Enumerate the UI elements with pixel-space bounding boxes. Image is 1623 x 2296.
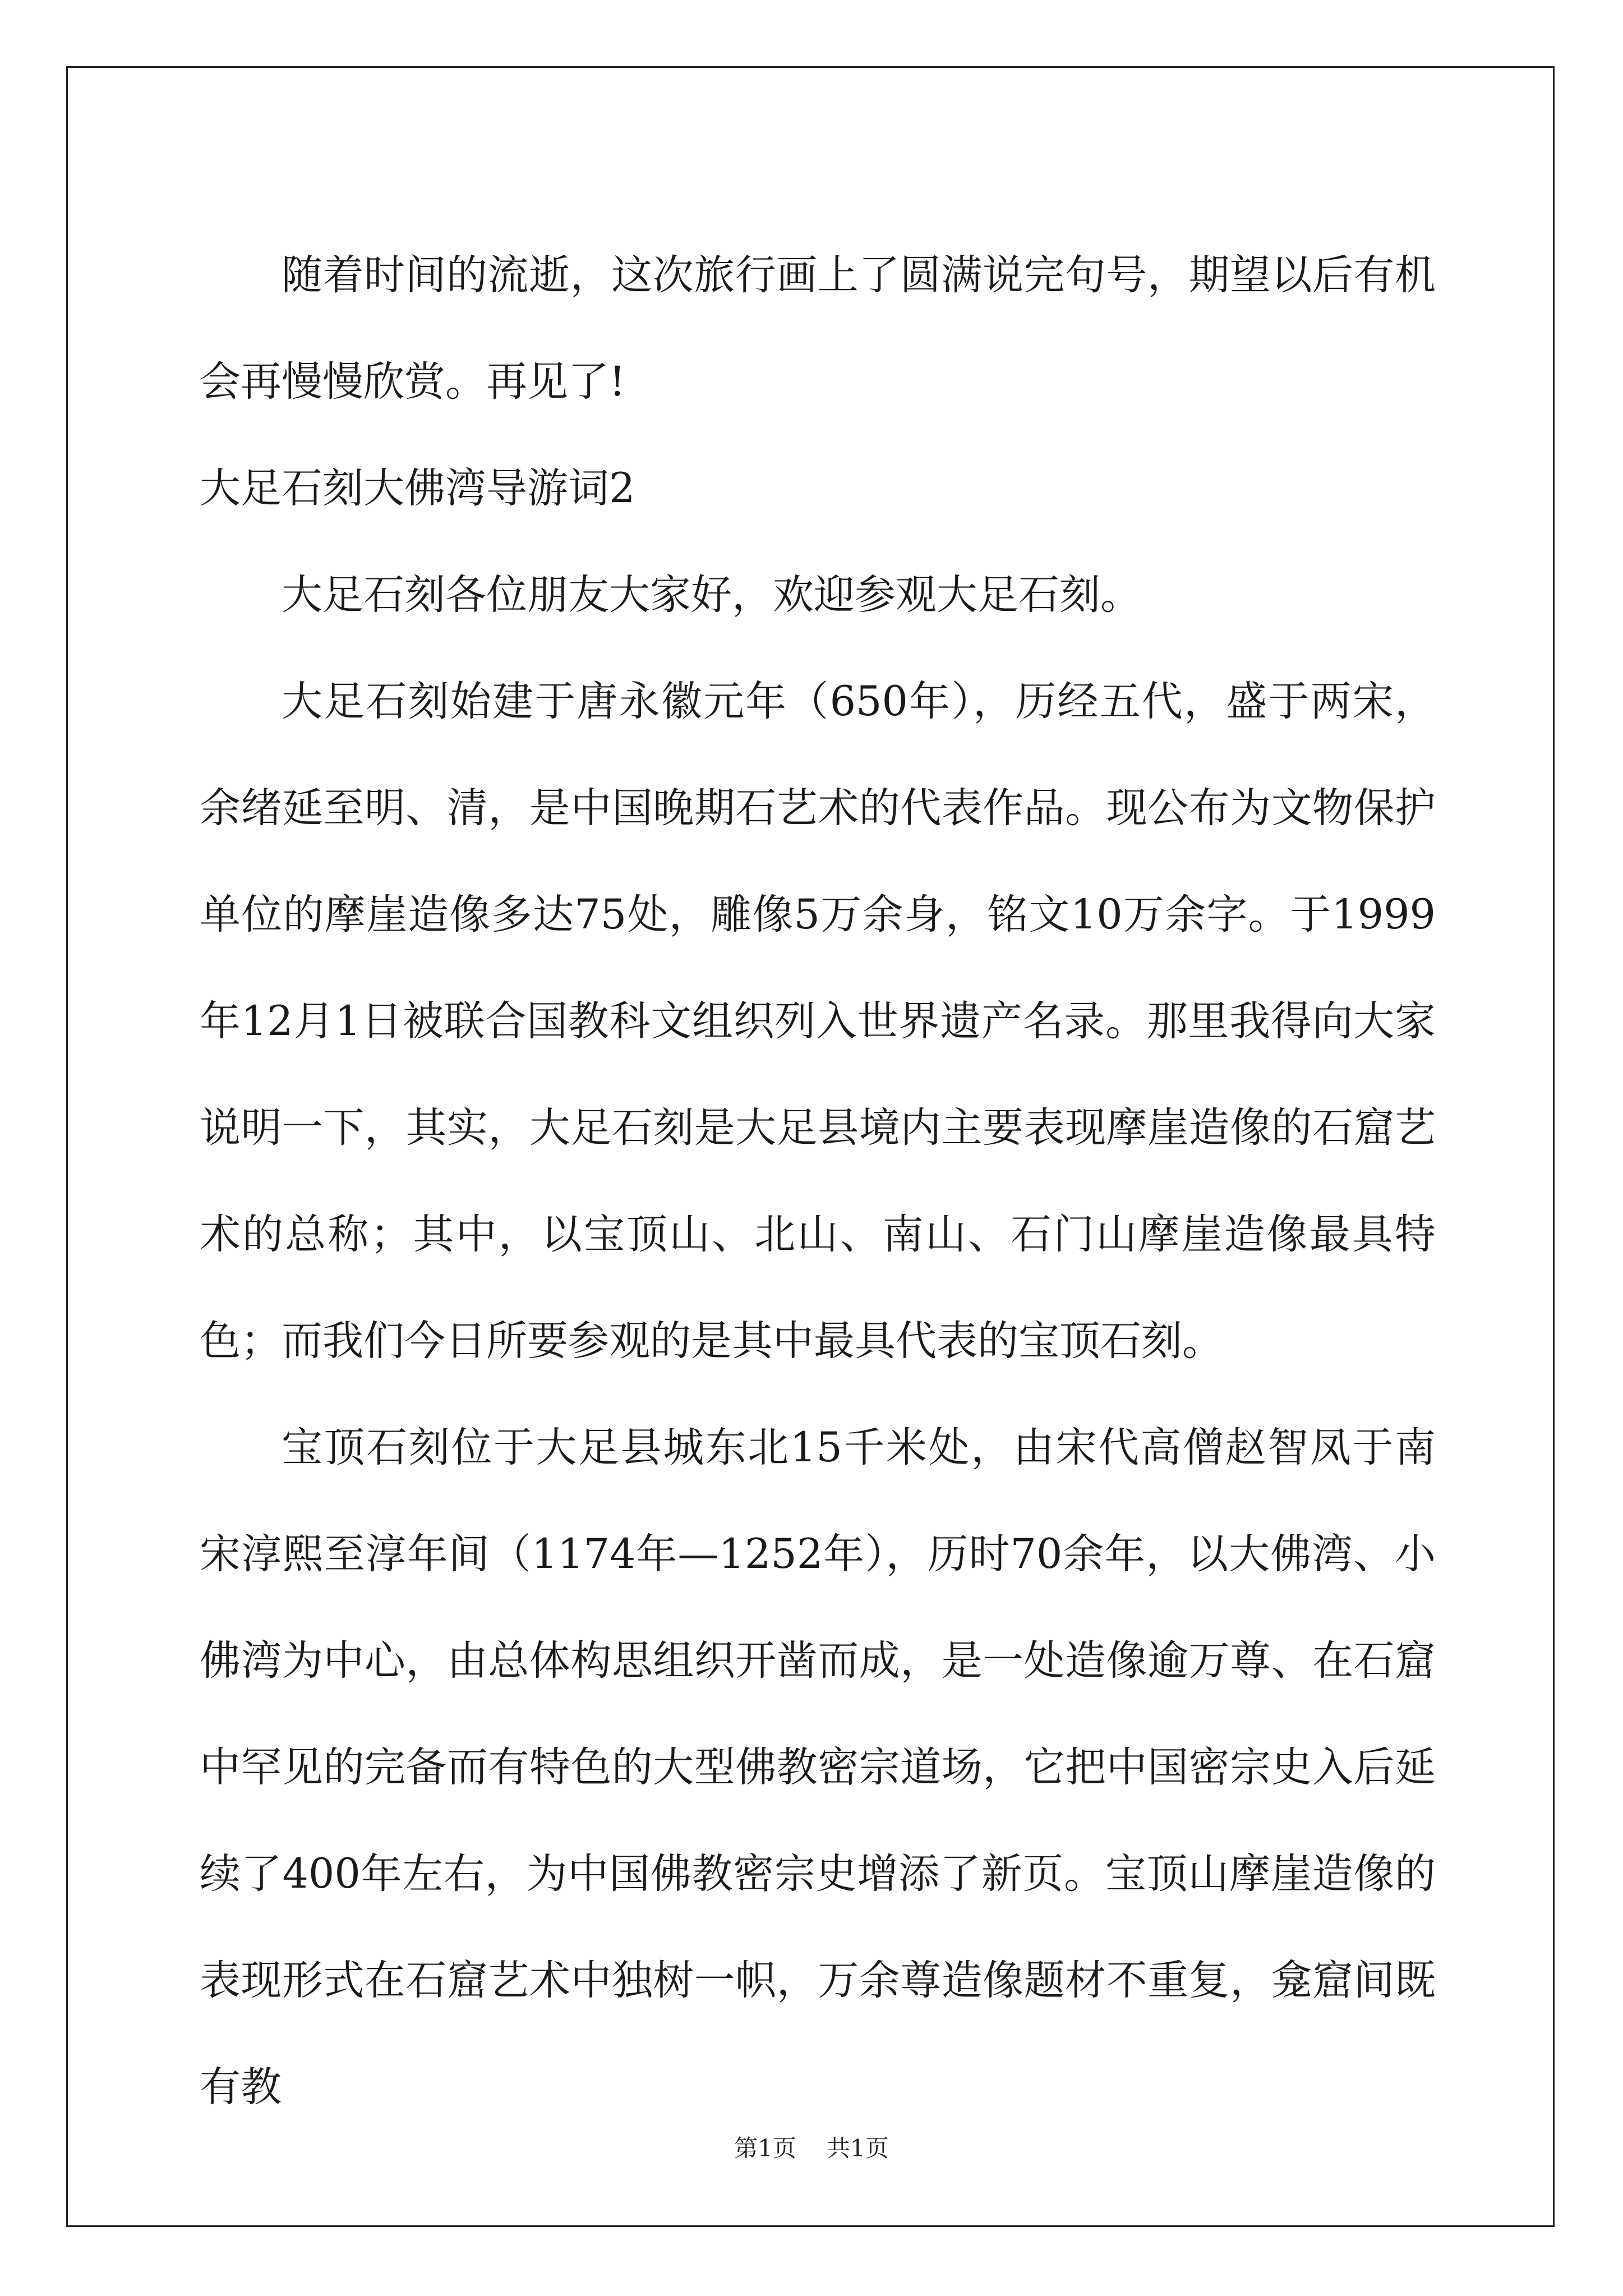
paragraph-closing: 随着时间的流逝，这次旅行画上了圆满说完句号，期望以后有机会再慢慢欣赏。再见了!: [200, 251, 1436, 406]
page-total: 共1页: [827, 2134, 889, 2162]
paragraph-baoding: 宝顶石刻位于大足县城东北15千米处，由宋代高僧赵智凤于南宋淳熙至淳年间（1174年—1252年），历时70余年，以大佛湾、小佛湾为中心，由总体构思组织开凿而成，是一处造像逾万尊、在石窟中罕见的完备而有特色的大型佛教密宗道场，它把中国密宗史入后延续了400年左右，为中国佛教密宗史增添了新页。宝顶山摩崖造像的表现形式在石窟艺术中独树一帜，万余尊造像题材不重复，龛窟间既有教: [200, 1424, 1436, 2111]
page-number: 第1页: [734, 2134, 796, 2162]
document-body: [200, 222, 1436, 2141]
section-heading: 大足石刻大佛湾导游词2: [200, 464, 635, 512]
page-footer: [0, 2132, 1623, 2165]
paragraph-welcome: 大足石刻各位朋友大家好，欢迎参观大足石刻。: [282, 571, 1141, 619]
paragraph-history: 大足石刻始建于唐永徽元年（650年），历经五代，盛于两宋，余绪延至明、清，是中国晚期石艺术的代表作品。现公布为文物保护单位的摩崖造像多达75处，雕像5万余身，铭文10万余字。于1999年12月1日被联合国教科文组织列入世界遗产名录。那里我得向大家说明一下，其实，大足石刻是大足县境内主要表现摩崖造像的石窟艺术的总称；其中，以宝顶山、北山、南山、石门山摩崖造像最具特色；而我们今日所要参观的是其中最具代表的宝顶石刻。: [200, 678, 1436, 1365]
